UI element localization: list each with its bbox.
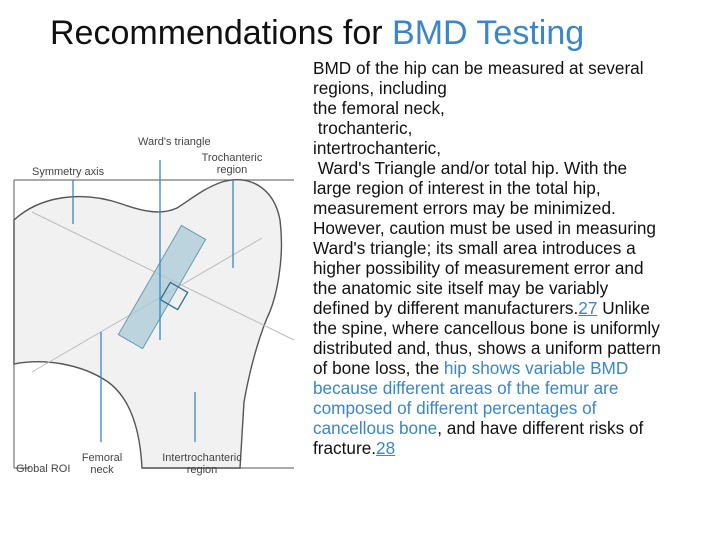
- body-line: Ward's triangle; its small area introduces a: [313, 238, 636, 258]
- reference-28-link[interactable]: 28: [376, 438, 396, 458]
- body-line: intertrochanteric,: [313, 138, 442, 158]
- body-line: trochanteric,: [313, 118, 413, 138]
- highlight-text: hip shows variable BMD: [443, 358, 629, 378]
- body-paragraph: [313, 58, 718, 458]
- body-text-segment: of bone loss, the: [313, 358, 444, 378]
- intertrochanteric-region-label: Intertrochanteric region: [162, 452, 242, 476]
- body-line: measurement errors may be minimized.: [313, 198, 616, 218]
- highlight-text: cancellous bone: [313, 418, 438, 438]
- global-roi-label: Global ROI: [16, 463, 71, 475]
- body-text-segment: Unlike: [597, 298, 650, 318]
- body-line: [313, 358, 718, 378]
- body-line: distributed and, thus, shows a uniform pattern: [313, 338, 661, 358]
- hip-bmd-diagram: [12, 120, 302, 540]
- body-line: However, caution must be used in measuring: [313, 218, 656, 238]
- body-text-segment: , and have different risks of: [437, 418, 644, 438]
- highlight-line: because different areas of the femur are: [313, 378, 619, 398]
- highlight-line: composed of different percentages of: [313, 398, 597, 418]
- reference-27-link[interactable]: 27: [578, 298, 598, 318]
- body-line: Ward's Triangle and/or total hip. With the: [313, 158, 628, 178]
- body-line: the spine, where cancellous bone is uniformly: [313, 318, 660, 338]
- body-line: the anatomic site itself may be variably: [313, 278, 609, 298]
- wards-triangle-label: Ward's triangle: [138, 136, 211, 148]
- body-text-segment: defined by different manufacturers.: [313, 298, 579, 318]
- body-line: [313, 298, 718, 318]
- body-line: [313, 418, 718, 438]
- femoral-neck-label: Femoral neck: [81, 452, 123, 476]
- body-line: higher possibility of measurement error and: [313, 258, 644, 278]
- trochanteric-region-label: Trochanteric region: [201, 152, 263, 176]
- body-text-segment: fracture.: [313, 438, 377, 458]
- body-line: [313, 438, 718, 458]
- symmetry-axis-label: Symmetry axis: [32, 166, 105, 178]
- body-line: regions, including: [313, 78, 447, 98]
- title-highlight: BMD Testing: [392, 14, 585, 52]
- slide-title: [50, 14, 584, 53]
- title-prefix: Recommendations for: [50, 14, 393, 52]
- body-line: large region of interest in the total hip,: [313, 178, 601, 198]
- hip-diagram-svg: [12, 120, 302, 540]
- body-line: BMD of the hip can be measured at several: [313, 58, 644, 78]
- body-line: the femoral neck,: [313, 98, 445, 118]
